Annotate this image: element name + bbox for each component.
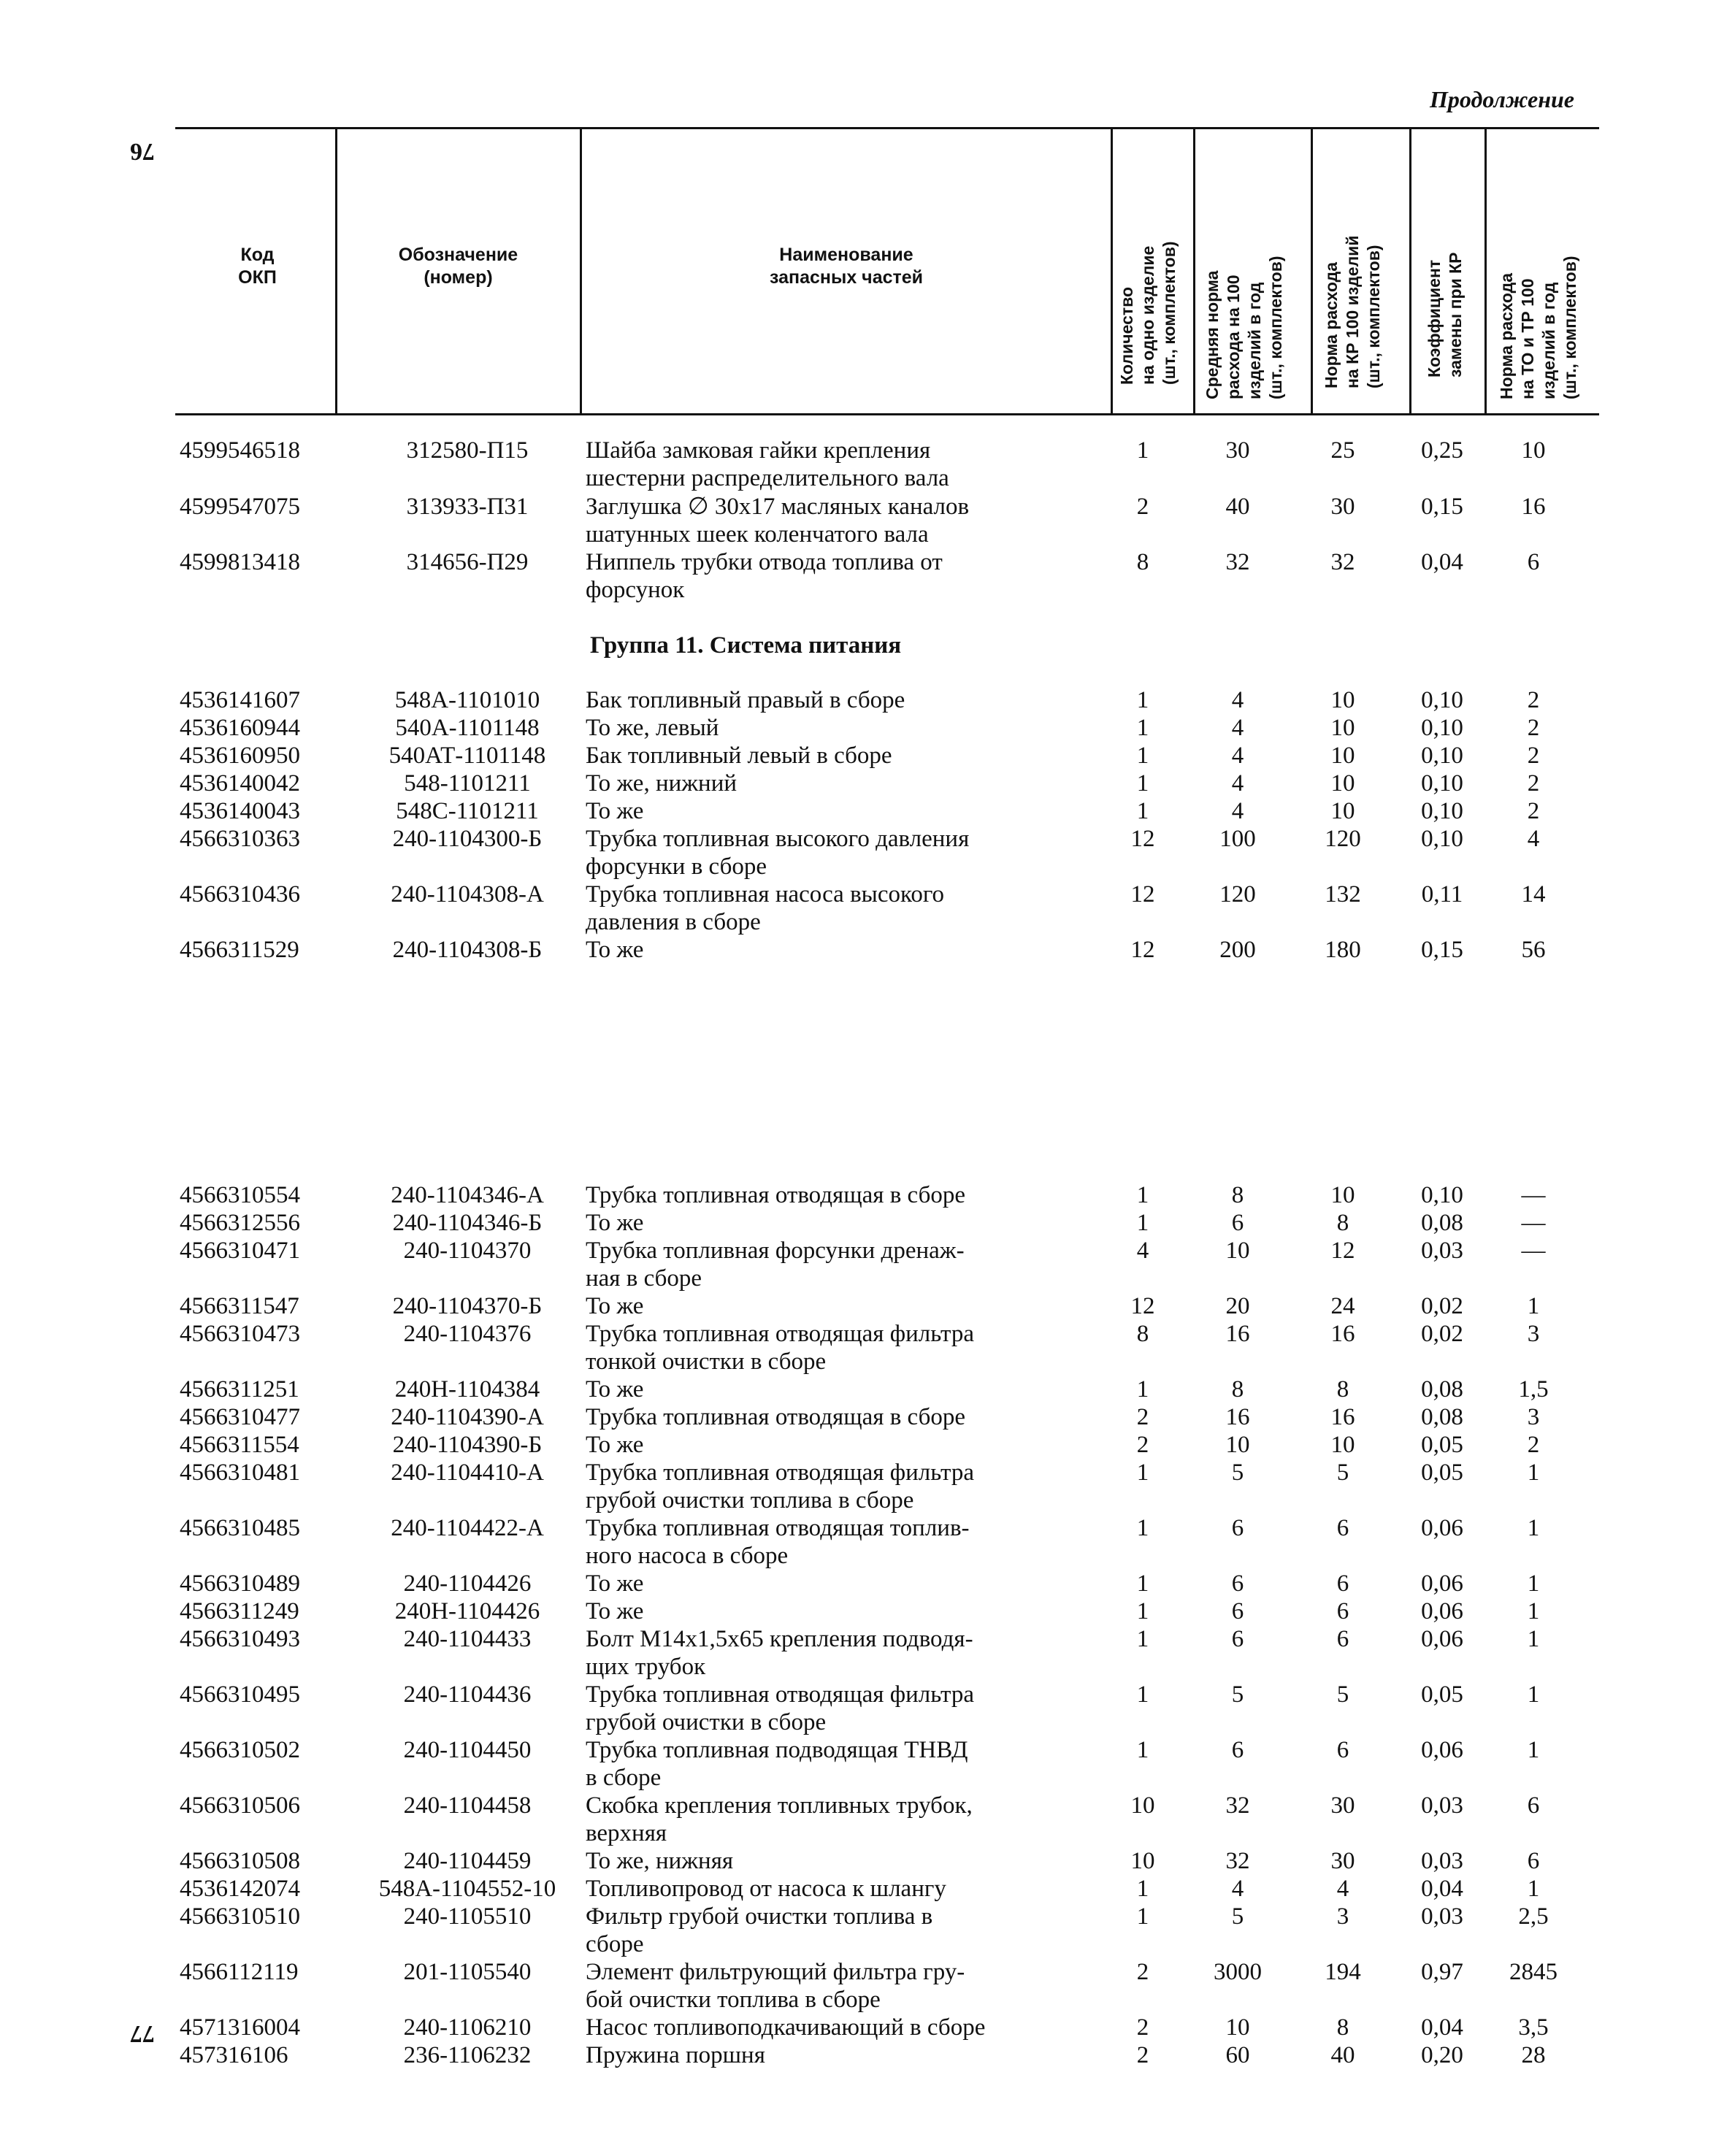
designation: 240-1104390-А <box>391 1404 544 1430</box>
header-bottom-rule <box>175 413 1599 415</box>
rate-kr: 10 <box>1330 1432 1355 1458</box>
qty-per-item: 10 <box>1130 1792 1155 1819</box>
rate-to-tr: 1 <box>1527 1737 1540 1763</box>
designation: 240-1104422-А <box>391 1515 544 1541</box>
avg-rate: 3000 <box>1214 1959 1262 1985</box>
part-name: Трубка топливная подводящая ТНВД в сборе <box>586 1737 968 1791</box>
part-name: Трубка топливная высокого давления форсунки в сборе <box>586 826 970 880</box>
rate-kr: 5 <box>1336 1459 1349 1486</box>
rate-kr: 194 <box>1325 1959 1361 1985</box>
replacement-coef: 0,10 <box>1421 687 1463 713</box>
part-name: Ниппель трубки отвода топлива от форсунок <box>586 549 943 603</box>
replacement-coef: 0,05 <box>1421 1432 1463 1458</box>
okp-code: 4599547075 <box>180 494 300 520</box>
avg-rate: 4 <box>1231 1876 1244 1902</box>
qty-per-item: 1 <box>1136 1459 1149 1486</box>
okp-code: 4566311529 <box>180 937 299 963</box>
rate-kr: 120 <box>1325 826 1361 852</box>
okp-code: 4566310473 <box>180 1321 300 1347</box>
rate-kr: 10 <box>1330 743 1355 769</box>
rate-kr: 32 <box>1330 549 1355 575</box>
okp-code: 4566310485 <box>180 1515 300 1541</box>
part-name: То же <box>586 1376 644 1403</box>
designation: 240-1104390-Б <box>392 1432 543 1458</box>
qty-per-item: 2 <box>1136 1959 1149 1985</box>
replacement-coef: 0,08 <box>1421 1210 1463 1236</box>
designation: 540А-1101148 <box>395 715 540 741</box>
designation: 240-1104410-А <box>391 1459 544 1486</box>
header-divider <box>1484 127 1487 415</box>
okp-code: 4566310481 <box>180 1459 300 1486</box>
part-name: Шайба замковая гайки крепления шестерни распределительного вала <box>586 437 949 491</box>
header-divider <box>1311 127 1313 415</box>
rate-kr: 40 <box>1330 2042 1355 2068</box>
designation: 240-1106210 <box>403 2014 532 2041</box>
part-name: То же <box>586 798 644 824</box>
rate-kr: 8 <box>1336 2014 1349 2041</box>
replacement-coef: 0,25 <box>1421 437 1463 464</box>
rate-kr: 6 <box>1336 1570 1349 1597</box>
designation: 548С-1101211 <box>396 798 539 824</box>
rate-kr: 6 <box>1336 1737 1349 1763</box>
avg-rate: 6 <box>1231 1570 1244 1597</box>
qty-per-item: 1 <box>1136 1876 1149 1902</box>
avg-rate: 40 <box>1225 494 1250 520</box>
okp-code: 4566311554 <box>180 1432 299 1458</box>
okp-code: 4536141607 <box>180 687 300 713</box>
replacement-coef: 0,05 <box>1421 1681 1463 1708</box>
header-divider <box>580 127 582 415</box>
qty-per-item: 1 <box>1136 743 1149 769</box>
qty-per-item: 10 <box>1130 1848 1155 1874</box>
rate-to-tr: 3 <box>1527 1321 1540 1347</box>
rate-to-tr: 1 <box>1527 1293 1540 1319</box>
page-number-bottom: 77 <box>130 2020 155 2047</box>
okp-code: 4566310363 <box>180 826 300 852</box>
replacement-coef: 0,06 <box>1421 1570 1463 1597</box>
qty-per-item: 1 <box>1136 1626 1149 1652</box>
okp-code: 4566310502 <box>180 1737 300 1763</box>
part-name: Насос топливоподкачивающий в сборе <box>586 2014 986 2041</box>
okp-code: 4566112119 <box>180 1959 299 1985</box>
okp-code: 4566310436 <box>180 881 300 908</box>
rate-to-tr: 1 <box>1527 1598 1540 1624</box>
rate-kr: 8 <box>1336 1210 1349 1236</box>
avg-rate: 32 <box>1225 549 1250 575</box>
rate-to-tr: 2 <box>1527 798 1540 824</box>
part-name: Трубка топливная отводящая фильтра грубой очистки в сборе <box>586 1681 974 1735</box>
designation: 240-1105510 <box>403 1903 532 1930</box>
part-name: То же <box>586 937 644 963</box>
okp-code: 4566310554 <box>180 1182 300 1208</box>
avg-rate: 4 <box>1231 798 1244 824</box>
okp-code: 4566311547 <box>180 1293 299 1319</box>
avg-rate: 6 <box>1231 1737 1244 1763</box>
designation: 548А-1101010 <box>394 687 540 713</box>
designation: 314656-П29 <box>406 549 529 575</box>
replacement-coef: 0,10 <box>1421 798 1463 824</box>
qty-per-item: 1 <box>1136 1598 1149 1624</box>
part-name: Болт М14х1,5х65 крепления подводя- щих трубок <box>586 1626 973 1680</box>
header-name: Наименование запасных частей <box>769 245 924 288</box>
rate-to-tr: — <box>1521 1210 1546 1236</box>
rate-to-tr: 2 <box>1527 1432 1540 1458</box>
avg-rate: 10 <box>1225 2014 1250 2041</box>
part-name: То же, левый <box>586 715 719 741</box>
header-qty-per-item: Количество на одно изделие (шт., комплектов) <box>1117 241 1179 385</box>
rate-to-tr: 2845 <box>1509 1959 1558 1985</box>
header-avg-rate: Средняя норма расхода на 100 изделий в год (шт., комплектов) <box>1203 256 1285 399</box>
okp-code: 4566311249 <box>180 1598 299 1624</box>
avg-rate: 4 <box>1231 743 1244 769</box>
designation: 540АТ-1101148 <box>388 743 546 769</box>
replacement-coef: 0,97 <box>1421 1959 1463 1985</box>
replacement-coef: 0,04 <box>1421 2014 1463 2041</box>
header-designation: Обозначение (номер) <box>398 245 518 288</box>
replacement-coef: 0,03 <box>1421 1903 1463 1930</box>
rate-kr: 5 <box>1336 1681 1349 1708</box>
rate-kr: 132 <box>1325 881 1361 908</box>
rate-kr: 25 <box>1330 437 1355 464</box>
designation: 312580-П15 <box>406 437 529 464</box>
designation: 240-1104436 <box>403 1681 532 1708</box>
rate-kr: 180 <box>1325 937 1361 963</box>
page-number-top: 76 <box>130 138 155 165</box>
designation: 240-1104370-Б <box>392 1293 543 1319</box>
header-rate-to-tr: Норма расхода на ТО и ТР 100 изделий в год (шт., комплектов) <box>1497 256 1579 399</box>
rate-to-tr: 14 <box>1521 881 1546 908</box>
avg-rate: 10 <box>1225 1238 1250 1264</box>
replacement-coef: 0,06 <box>1421 1737 1463 1763</box>
replacement-coef: 0,03 <box>1421 1238 1463 1264</box>
rate-kr: 3 <box>1336 1903 1349 1930</box>
rate-to-tr: 2 <box>1527 715 1540 741</box>
part-name: То же <box>586 1293 644 1319</box>
qty-per-item: 12 <box>1130 881 1155 908</box>
designation: 548-1101211 <box>404 770 531 797</box>
header-divider <box>335 127 337 415</box>
replacement-coef: 0,15 <box>1421 494 1463 520</box>
okp-code: 4536160950 <box>180 743 300 769</box>
rate-to-tr: 28 <box>1521 2042 1546 2068</box>
rate-to-tr: 6 <box>1527 549 1540 575</box>
rate-kr: 30 <box>1330 494 1355 520</box>
part-name: Трубка топливная отводящая фильтра грубой очистки топлива в сборе <box>586 1459 974 1514</box>
replacement-coef: 0,10 <box>1421 770 1463 797</box>
qty-per-item: 1 <box>1136 1737 1149 1763</box>
replacement-coef: 0,10 <box>1421 1182 1463 1208</box>
header-replacement-coef: Коэффициент замены при КР <box>1425 252 1465 377</box>
avg-rate: 4 <box>1231 770 1244 797</box>
avg-rate: 4 <box>1231 715 1244 741</box>
qty-per-item: 2 <box>1136 1404 1149 1430</box>
qty-per-item: 1 <box>1136 1515 1149 1541</box>
part-name: То же <box>586 1570 644 1597</box>
designation: 236-1106232 <box>403 2042 532 2068</box>
continuation-label: Продолжение <box>1430 86 1574 112</box>
designation: 240-1104308-Б <box>392 937 543 963</box>
okp-code: 4571316004 <box>180 2014 300 2041</box>
designation: 240-1104300-Б <box>392 826 543 852</box>
qty-per-item: 8 <box>1136 1321 1149 1347</box>
rate-to-tr: 1 <box>1527 1876 1540 1902</box>
rate-kr: 10 <box>1330 715 1355 741</box>
rate-to-tr: 16 <box>1521 494 1546 520</box>
replacement-coef: 0,04 <box>1421 1876 1463 1902</box>
rate-to-tr: 1 <box>1527 1515 1540 1541</box>
part-name: То же <box>586 1598 644 1624</box>
rate-kr: 12 <box>1330 1238 1355 1264</box>
part-name: Топливопровод от насоса к шлангу <box>586 1876 946 1902</box>
avg-rate: 10 <box>1225 1432 1250 1458</box>
designation: 313933-П31 <box>406 494 529 520</box>
replacement-coef: 0,03 <box>1421 1848 1463 1874</box>
qty-per-item: 1 <box>1136 1182 1149 1208</box>
replacement-coef: 0,05 <box>1421 1459 1463 1486</box>
designation: 240-1104458 <box>403 1792 532 1819</box>
part-name: Фильтр грубой очистки топлива в сборе <box>586 1903 933 1957</box>
avg-rate: 100 <box>1219 826 1256 852</box>
rate-kr: 10 <box>1330 1182 1355 1208</box>
avg-rate: 6 <box>1231 1210 1244 1236</box>
replacement-coef: 0,08 <box>1421 1404 1463 1430</box>
part-name: То же <box>586 1432 644 1458</box>
part-name: То же, нижний <box>586 770 738 797</box>
rate-to-tr: 2 <box>1527 770 1540 797</box>
qty-per-item: 1 <box>1136 715 1149 741</box>
rate-to-tr: 1 <box>1527 1626 1540 1652</box>
okp-code: 4566310508 <box>180 1848 300 1874</box>
rate-kr: 30 <box>1330 1848 1355 1874</box>
okp-code: 4599813418 <box>180 549 300 575</box>
qty-per-item: 1 <box>1136 1681 1149 1708</box>
avg-rate: 16 <box>1225 1404 1250 1430</box>
designation: 240Н-1104384 <box>394 1376 540 1403</box>
rate-kr: 6 <box>1336 1515 1349 1541</box>
avg-rate: 32 <box>1225 1792 1250 1819</box>
part-name: Трубка топливная отводящая топлив- ного насоса в сборе <box>586 1515 970 1569</box>
rate-to-tr: 1 <box>1527 1459 1540 1486</box>
rate-to-tr: 3 <box>1527 1404 1540 1430</box>
qty-per-item: 1 <box>1136 687 1149 713</box>
okp-code: 4566310493 <box>180 1626 300 1652</box>
qty-per-item: 12 <box>1130 1293 1155 1319</box>
rate-kr: 4 <box>1336 1876 1349 1902</box>
replacement-coef: 0,10 <box>1421 743 1463 769</box>
part-name: То же <box>586 1210 644 1236</box>
okp-code: 4566310489 <box>180 1570 300 1597</box>
replacement-coef: 0,08 <box>1421 1376 1463 1403</box>
rate-to-tr: 2 <box>1527 743 1540 769</box>
rate-to-tr: 1 <box>1527 1681 1540 1708</box>
replacement-coef: 0,06 <box>1421 1515 1463 1541</box>
qty-per-item: 1 <box>1136 798 1149 824</box>
designation: 240-1104433 <box>403 1626 532 1652</box>
qty-per-item: 12 <box>1130 826 1155 852</box>
header-divider <box>1409 127 1411 415</box>
avg-rate: 120 <box>1219 881 1256 908</box>
rate-to-tr: — <box>1521 1182 1546 1208</box>
okp-code: 4599546518 <box>180 437 300 464</box>
replacement-coef: 0,11 <box>1421 881 1463 908</box>
avg-rate: 5 <box>1231 1459 1244 1486</box>
replacement-coef: 0,06 <box>1421 1626 1463 1652</box>
okp-code: 4566311251 <box>180 1376 299 1403</box>
avg-rate: 8 <box>1231 1182 1244 1208</box>
rate-to-tr: 2 <box>1527 687 1540 713</box>
okp-code: 4566312556 <box>180 1210 300 1236</box>
designation: 240-1104308-А <box>391 881 544 908</box>
rate-to-tr: 1,5 <box>1518 1376 1549 1403</box>
designation: 240Н-1104426 <box>394 1598 540 1624</box>
part-name: Трубка топливная отводящая в сборе <box>586 1404 966 1430</box>
replacement-coef: 0,03 <box>1421 1792 1463 1819</box>
avg-rate: 60 <box>1225 2042 1250 2068</box>
designation: 240-1104346-Б <box>392 1210 543 1236</box>
part-name: Пружина поршня <box>586 2042 765 2068</box>
qty-per-item: 2 <box>1136 2014 1149 2041</box>
replacement-coef: 0,10 <box>1421 826 1463 852</box>
rate-to-tr: 10 <box>1521 437 1546 464</box>
rate-to-tr: 3,5 <box>1518 2014 1549 2041</box>
qty-per-item: 1 <box>1136 770 1149 797</box>
rate-to-tr: 6 <box>1527 1792 1540 1819</box>
rate-to-tr: 56 <box>1521 937 1546 963</box>
okp-code: 4536140042 <box>180 770 300 797</box>
part-name: Трубка топливная отводящая фильтра тонкой очистки в сборе <box>586 1321 974 1375</box>
rate-kr: 6 <box>1336 1626 1349 1652</box>
rate-kr: 30 <box>1330 1792 1355 1819</box>
designation: 240-1104346-А <box>391 1182 544 1208</box>
avg-rate: 5 <box>1231 1903 1244 1930</box>
rate-to-tr: 1 <box>1527 1570 1540 1597</box>
header-rate-kr: Норма расхода на КР 100 изделий (шт., комплектов) <box>1322 235 1383 388</box>
qty-per-item: 2 <box>1136 1432 1149 1458</box>
okp-code: 4566310471 <box>180 1238 300 1264</box>
qty-per-item: 1 <box>1136 437 1149 464</box>
avg-rate: 30 <box>1225 437 1250 464</box>
avg-rate: 200 <box>1219 937 1256 963</box>
header-divider <box>1193 127 1195 415</box>
avg-rate: 6 <box>1231 1598 1244 1624</box>
replacement-coef: 0,04 <box>1421 549 1463 575</box>
avg-rate: 16 <box>1225 1321 1250 1347</box>
avg-rate: 4 <box>1231 687 1244 713</box>
qty-per-item: 4 <box>1136 1238 1149 1264</box>
header-divider <box>1111 127 1113 415</box>
qty-per-item: 1 <box>1136 1376 1149 1403</box>
group-title: Группа 11. Система питания <box>590 632 902 659</box>
part-name: Бак топливный левый в сборе <box>586 743 892 769</box>
replacement-coef: 0,15 <box>1421 937 1463 963</box>
part-name: Трубка топливная насоса высокого давления в сборе <box>586 881 945 935</box>
qty-per-item: 2 <box>1136 2042 1149 2068</box>
okp-code: 4536140043 <box>180 798 300 824</box>
rate-kr: 10 <box>1330 687 1355 713</box>
avg-rate: 6 <box>1231 1515 1244 1541</box>
rate-kr: 24 <box>1330 1293 1355 1319</box>
replacement-coef: 0,06 <box>1421 1598 1463 1624</box>
designation: 201-1105540 <box>403 1959 532 1985</box>
part-name: Заглушка ∅ 30х17 масляных каналов шатунных шеек коленчатого вала <box>586 494 970 548</box>
avg-rate: 20 <box>1225 1293 1250 1319</box>
replacement-coef: 0,02 <box>1421 1293 1463 1319</box>
designation: 240-1104459 <box>403 1848 532 1874</box>
qty-per-item: 2 <box>1136 494 1149 520</box>
rate-kr: 8 <box>1336 1376 1349 1403</box>
rate-to-tr: 6 <box>1527 1848 1540 1874</box>
okp-code: 457316106 <box>180 2042 288 2068</box>
avg-rate: 32 <box>1225 1848 1250 1874</box>
designation: 240-1104426 <box>403 1570 532 1597</box>
designation: 240-1104450 <box>403 1737 532 1763</box>
replacement-coef: 0,20 <box>1421 2042 1463 2068</box>
rate-kr: 10 <box>1330 798 1355 824</box>
header-code: Код ОКП <box>238 245 277 288</box>
qty-per-item: 1 <box>1136 1210 1149 1236</box>
replacement-coef: 0,10 <box>1421 715 1463 741</box>
designation: 548А-1104552-10 <box>378 1876 556 1902</box>
okp-code: 4566310477 <box>180 1404 300 1430</box>
part-name: Бак топливный правый в сборе <box>586 687 905 713</box>
rate-to-tr: 2,5 <box>1518 1903 1549 1930</box>
avg-rate: 6 <box>1231 1626 1244 1652</box>
qty-per-item: 1 <box>1136 1570 1149 1597</box>
qty-per-item: 12 <box>1130 937 1155 963</box>
part-name: Элемент фильтрующий фильтра гру- бой очистки топлива в сборе <box>586 1959 965 2013</box>
rate-kr: 6 <box>1336 1598 1349 1624</box>
part-name: То же, нижняя <box>586 1848 734 1874</box>
rate-kr: 10 <box>1330 770 1355 797</box>
okp-code: 4566310506 <box>180 1792 300 1819</box>
rate-kr: 16 <box>1330 1321 1355 1347</box>
designation: 240-1104376 <box>403 1321 532 1347</box>
qty-per-item: 8 <box>1136 549 1149 575</box>
part-name: Трубка топливная отводящая в сборе <box>586 1182 966 1208</box>
rate-to-tr: — <box>1521 1238 1546 1264</box>
avg-rate: 8 <box>1231 1376 1244 1403</box>
rate-kr: 16 <box>1330 1404 1355 1430</box>
okp-code: 4536160944 <box>180 715 300 741</box>
part-name: Трубка топливная форсунки дренаж- ная в сборе <box>586 1238 965 1292</box>
header-top-rule <box>175 127 1599 129</box>
okp-code: 4536142074 <box>180 1876 300 1902</box>
rate-to-tr: 4 <box>1527 826 1540 852</box>
qty-per-item: 1 <box>1136 1903 1149 1930</box>
part-name: Скобка крепления топливных трубок, верхняя <box>586 1792 973 1846</box>
avg-rate: 5 <box>1231 1681 1244 1708</box>
designation: 240-1104370 <box>403 1238 532 1264</box>
okp-code: 4566310510 <box>180 1903 300 1930</box>
replacement-coef: 0,02 <box>1421 1321 1463 1347</box>
okp-code: 4566310495 <box>180 1681 300 1708</box>
